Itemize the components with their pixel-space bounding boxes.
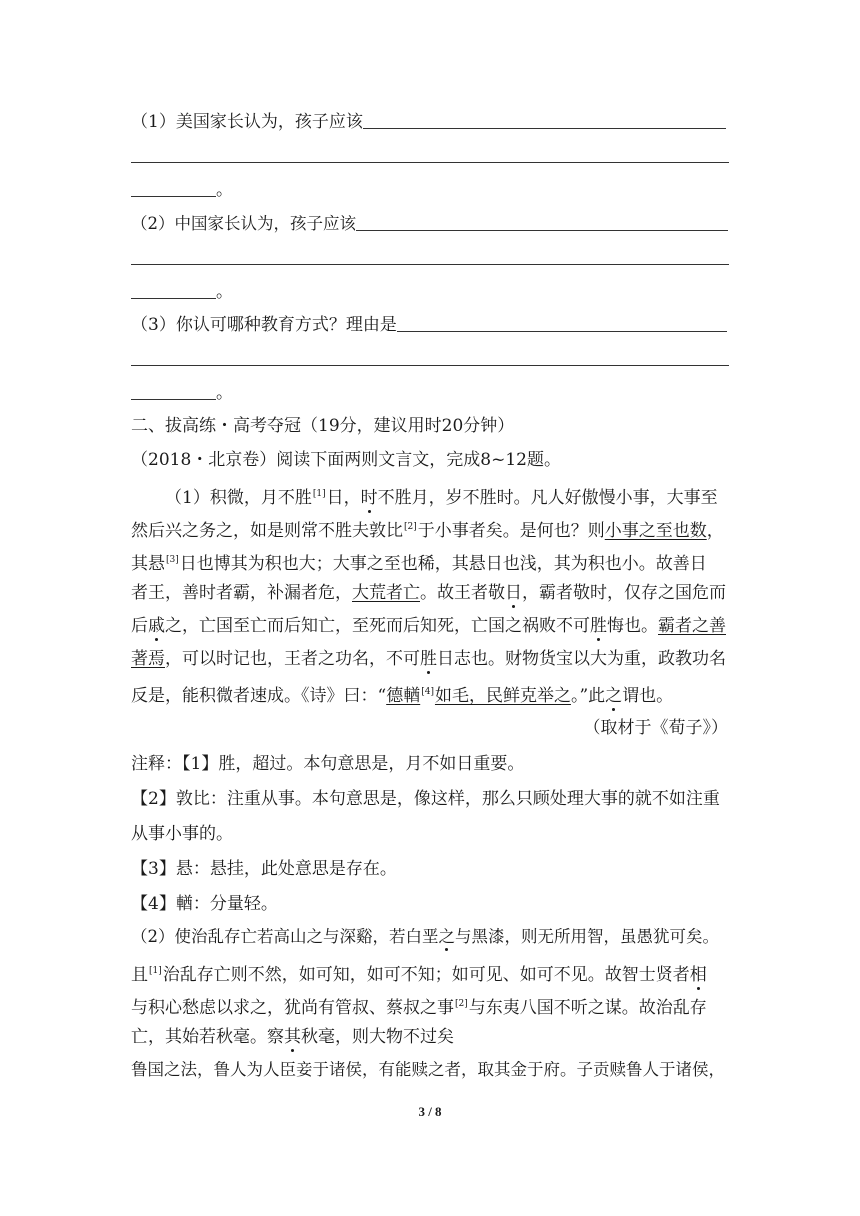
answer-blank[interactable] [131,179,216,197]
note-ref: [2] [455,999,468,1009]
underlined-phrase: 大荒者亡 [352,583,420,603]
note-ref: [2] [404,522,417,532]
text: 与黑漆，则无所用智，虽愚犹可矣。 [455,927,719,946]
emphasis-char: 戚 [148,616,165,636]
emphasis-char: 之 [438,927,455,946]
end-mark: 。 [216,383,233,403]
text: 日志也。财物货宝以大为重，政教功名 [437,649,726,669]
answer-blank[interactable] [363,111,726,129]
passage1-source: （取材于《荀子》） [583,718,728,738]
answer-line-end [131,178,731,202]
text: 亡，其始若秋毫。察 [131,1027,284,1047]
passage2-line-5: 鲁国之法，鲁人为人臣妾于诸侯，有能赎之者，取其金于府。子贡赎鲁人于诸侯， [131,1060,725,1079]
answer-blank[interactable] [356,213,728,231]
passage1-line-7 [131,680,731,708]
passage1-line-4 [131,581,731,605]
text: 与东夷八国不听之谋。故治乱存 [468,998,707,1018]
text: 悔也。 [607,616,658,636]
text: （2）使治乱存亡若高山之与深谿，若白垩 [131,927,439,946]
emphasis-char: 日 [505,583,522,603]
underlined-phrase: 霸者之善 [658,616,726,636]
emphasis-char: 胜 [590,616,607,636]
text: 反是，能积微者速成。《诗》曰：“ [131,686,387,706]
text: 且 [131,965,148,985]
text: 秋毫，则大物不过矣 [301,1027,454,1047]
answer-line[interactable] [131,143,729,167]
note-1: 注释：【1】胜，超过。本句意思是，月不如日重要。 [131,754,525,774]
underlined-phrase: 德輶 [386,686,421,706]
emphasis-char: 时 [360,488,378,508]
text: ， [706,521,724,541]
answer-line-end [131,381,731,405]
underlined-phrase: 小事之至也数 [604,521,707,541]
question-2 [131,212,731,236]
answer-line-end [131,280,731,304]
text: 者王，善时者霸，补漏者危， [131,583,352,603]
passage1-line-6 [131,647,731,671]
end-mark: 。 [216,180,233,200]
text: 于小事者矣。是何也？则 [417,521,605,541]
passage1-line-2 [131,515,731,543]
question-3-label: （3）你认可哪种教育方式？理由是 [131,315,397,335]
emphasis-char: 相 [689,965,707,985]
section-instruction: （2018・北京卷）阅读下面两则文言文，完成8~12题。 [131,450,561,470]
note-4: 【4】輶：分量轻。 [131,894,278,914]
passage2-line-4 [131,1025,731,1049]
text: 治乱存亡则不然，如可知，如可不知；如可见、如可不见。故智士贤者 [162,965,690,985]
section-title: 二、拔高练・高考夺冠（19分，建议用时20分钟） [131,416,515,436]
page-number: 3 / 8 [418,1104,442,1119]
note-ref: [1] [149,966,162,976]
text: 不胜月，岁不胜时。凡人好傲慢小事，大事至 [377,488,718,508]
answer-blank[interactable] [131,382,216,400]
answer-blank[interactable] [397,314,727,332]
text: 。”此 [570,686,606,706]
note-ref: [1] [312,489,326,499]
text: 其悬 [131,554,165,574]
text: 日也博其为积也大；大事之至也稀，其悬日也浅，其为积也小。故善日 [179,554,707,574]
emphasis-char: 其 [284,1027,301,1047]
emphasis-char: 胜 [420,649,437,669]
note-ref: [4] [421,687,434,697]
passage1-line-3 [131,548,731,576]
emphasis-char: 之 [605,686,623,706]
note-ref: [3] [166,555,179,565]
answer-blank[interactable] [131,281,216,299]
text: 后 [131,616,148,636]
answer-line[interactable] [131,245,729,269]
underlined-phrase: 著焉 [131,649,165,669]
answer-line[interactable] [131,346,729,370]
note-2-cont: 从事小事的。 [131,824,233,844]
text: 然后兴之务之，如是则常不胜夫敦比 [131,521,403,541]
text: 与积心愁虑以求之，犹尚有管叔、蔡叔之事 [131,998,454,1018]
text: 。故王者敬 [420,583,505,603]
question-2-label: （2）中国家长认为，孩子应该 [131,214,356,233]
question-1-label: （1）美国家长认为，孩子应该 [131,112,363,132]
passage2-line-2 [131,959,731,987]
text: （1）积微，月不胜 [165,488,312,508]
underlined-phrase: 如毛，民鲜克举之 [434,686,571,706]
passage1-line-1 [131,482,729,510]
text: ，霸者敬时，仅存之国危而 [522,583,726,603]
question-3 [131,313,731,337]
passage1-line-5 [131,614,731,638]
question-1 [131,110,731,134]
text: 谓也。 [622,686,674,706]
text: 之，亡国至亡而后知亡，至死而后知死，亡国之祸败不可 [165,616,590,636]
note-2: 【2】敦比：注重从事。本句意思是，像这样，那么只顾处理大事的就不如注重 [131,789,720,809]
passage2-line-3 [131,992,731,1020]
text: 日， [326,488,361,508]
text: ，可以时记也，王者之功名，不可 [165,649,420,669]
passage2-line-1 [131,925,731,949]
note-3: 【3】悬：悬挂，此处意思是存在。 [131,859,397,879]
end-mark: 。 [216,282,233,302]
